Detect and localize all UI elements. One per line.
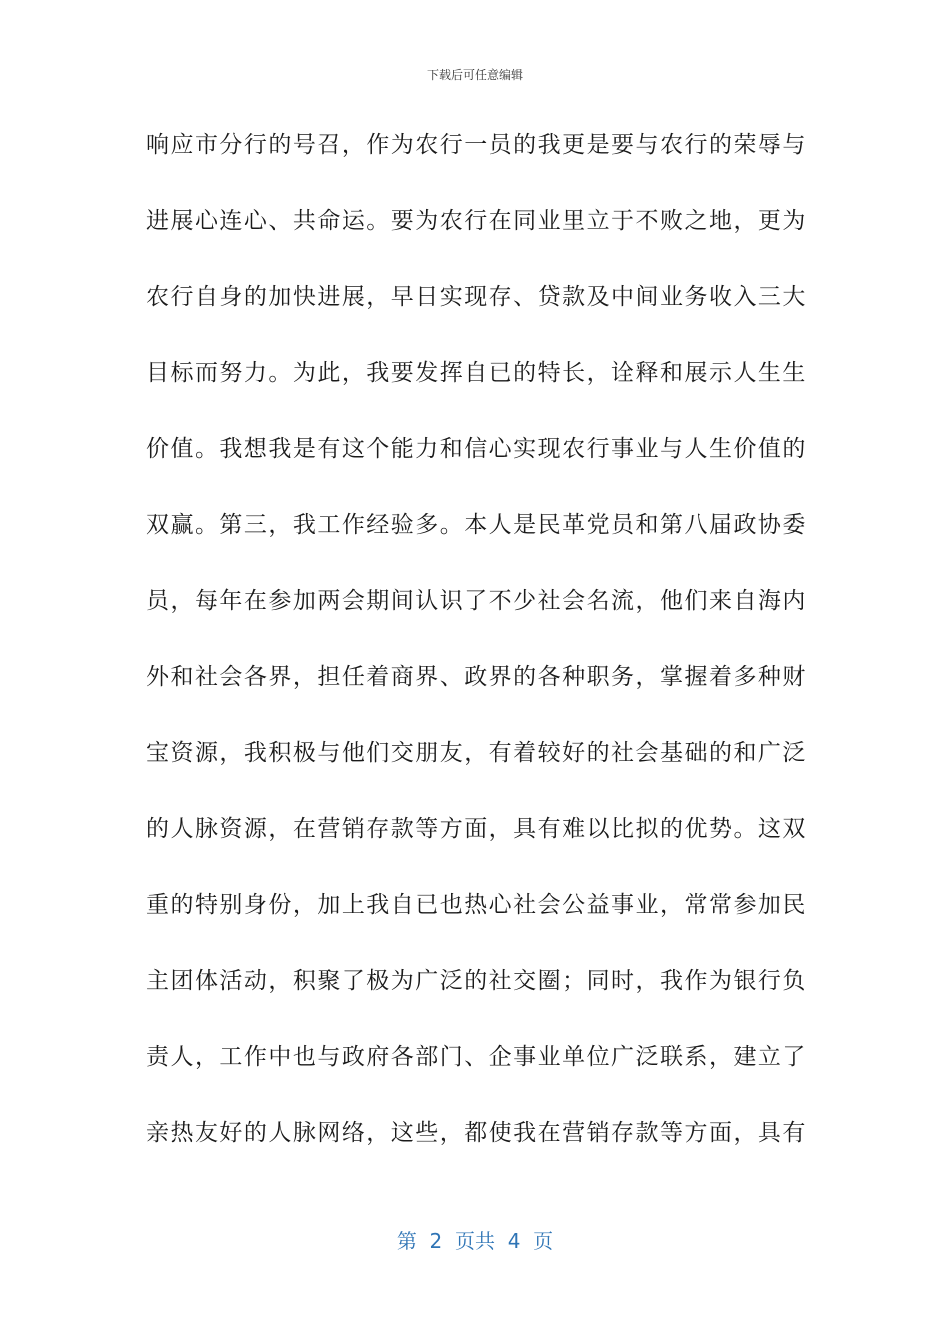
text-line: 外和社会各界，担任着商界、政界的各种职务，掌握着多种财 bbox=[146, 664, 806, 690]
page-footer: 第 2 页共 4 页 bbox=[396, 1229, 554, 1253]
text-line: 宝资源，我积极与他们交朋友，有着较好的社会基础的和广泛 bbox=[146, 740, 806, 766]
text-line: 的人脉资源，在营销存款等方面，具有难以比拟的优势。这双 bbox=[146, 816, 806, 842]
text-line: 双赢。第三，我工作经验多。本人是民革党员和第八届政协委 bbox=[146, 512, 806, 538]
text-line: 员，每年在参加两会期间认识了不少社会名流，他们来自海内 bbox=[146, 588, 806, 614]
text-line: 价值。我想我是有这个能力和信心实现农行事业与人生价值的 bbox=[146, 436, 806, 462]
text-line: 主团体活动，积聚了极为广泛的社交圈；同时，我作为银行负 bbox=[146, 968, 806, 994]
text-line: 目标而努力。为此，我要发挥自已的特长，诠释和展示人生生 bbox=[146, 360, 806, 386]
text-line: 亲热友好的人脉网络，这些，都使我在营销存款等方面，具有 bbox=[146, 1120, 806, 1146]
text-line: 责人，工作中也与政府各部门、企事业单位广泛联系，建立了 bbox=[146, 1044, 806, 1070]
text-line: 进展心连心、共命运。要为农行在同业里立于不败之地，更为 bbox=[146, 208, 806, 234]
body-text bbox=[146, 122, 806, 1186]
text-line: 重的特别身份，加上我自已也热心社会公益事业，常常参加民 bbox=[146, 892, 806, 918]
header-note: 下载后可任意编辑 bbox=[426, 68, 523, 82]
text-line: 农行自身的加快进展，早日实现存、贷款及中间业务收入三大 bbox=[146, 284, 806, 310]
text-line: 响应市分行的号召，作为农行一员的我更是要与农行的荣辱与 bbox=[146, 132, 806, 158]
